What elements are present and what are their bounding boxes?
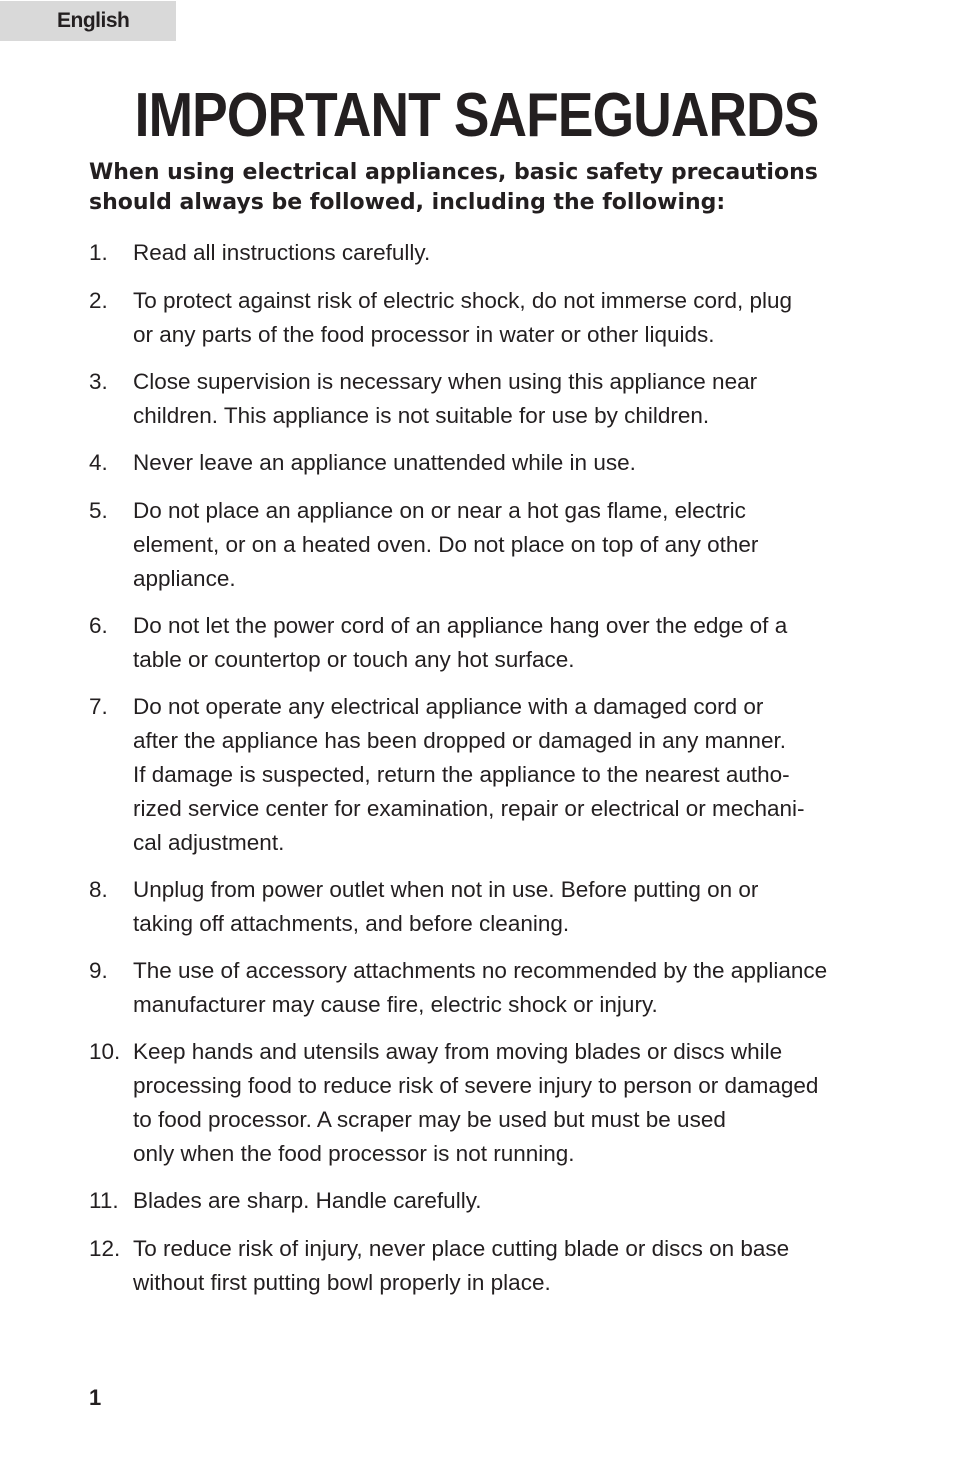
item-number: 12. bbox=[89, 1236, 121, 1261]
item-number: 4. bbox=[89, 450, 108, 475]
language-tab: English bbox=[0, 1, 176, 41]
item-number: 7. bbox=[89, 694, 108, 719]
list-item bbox=[89, 954, 879, 1022]
item-number: 5. bbox=[89, 498, 108, 523]
item-text: To reduce risk of injury, never place cutting blade or discs on base without first putting bowl properly in place. bbox=[133, 1236, 790, 1295]
list-item bbox=[89, 446, 879, 480]
item-text: Keep hands and utensils away from moving blades or discs while processing food to reduce risk of severe injury to person or damaged to food processor. A scraper may be used but must be used only when the food processor is not running. bbox=[133, 1039, 819, 1166]
item-number: 1. bbox=[89, 240, 108, 265]
item-number: 3. bbox=[89, 369, 108, 394]
item-text: Do not let the power cord of an appliance hang over the edge of a table or countertop or touch any hot surface. bbox=[133, 613, 788, 672]
page-title bbox=[0, 80, 954, 152]
item-number: 2. bbox=[89, 288, 108, 313]
list-item bbox=[89, 1184, 879, 1218]
item-text: Unplug from power outlet when not in use. Before putting on or taking off attachments, and before cleaning. bbox=[133, 877, 759, 936]
list-item bbox=[89, 609, 879, 677]
page-title-text: IMPORTANT SAFEGUARDS bbox=[135, 81, 819, 150]
item-number: 8. bbox=[89, 877, 108, 902]
item-text: Do not place an appliance on or near a hot gas flame, electric element, or on a heated oven. Do not place on top of any other appliance. bbox=[133, 498, 759, 591]
list-item bbox=[89, 494, 879, 596]
item-text: The use of accessory attachments no recommended by the appliance manufacturer may cause fire, electric shock or injury. bbox=[133, 958, 828, 1017]
list-item bbox=[89, 284, 879, 352]
list-item bbox=[89, 690, 879, 860]
item-text: Never leave an appliance unattended while in use. bbox=[133, 450, 636, 475]
item-text: Do not operate any electrical appliance with a damaged cord or after the appliance has been dropped or damaged in any manner. If damage is suspected, return the appliance to the nearest autho- rized service center for examination, repair or electrical or mechani- cal adjustment. bbox=[133, 694, 805, 855]
list-item bbox=[89, 236, 879, 270]
list-item bbox=[89, 873, 879, 941]
list-item bbox=[89, 365, 879, 433]
item-text: Close supervision is necessary when using this appliance near children. This appliance is not suitable for use by children. bbox=[133, 369, 758, 428]
item-text: Blades are sharp. Handle carefully. bbox=[133, 1188, 482, 1213]
intro-paragraph: When using electrical appliances, basic safety precautions should always be followed, including the following: bbox=[89, 160, 818, 215]
item-number: 11. bbox=[89, 1188, 119, 1213]
list-item bbox=[89, 1035, 879, 1171]
item-number: 10. bbox=[89, 1039, 121, 1064]
page-number: 1 bbox=[89, 1385, 102, 1410]
item-number: 9. bbox=[89, 958, 108, 983]
item-text: Read all instructions carefully. bbox=[133, 240, 431, 265]
item-number: 6. bbox=[89, 613, 108, 638]
item-text: To protect against risk of electric shock, do not immerse cord, plug or any parts of the food processor in water or other liquids. bbox=[133, 288, 793, 347]
list-item bbox=[89, 1232, 879, 1300]
